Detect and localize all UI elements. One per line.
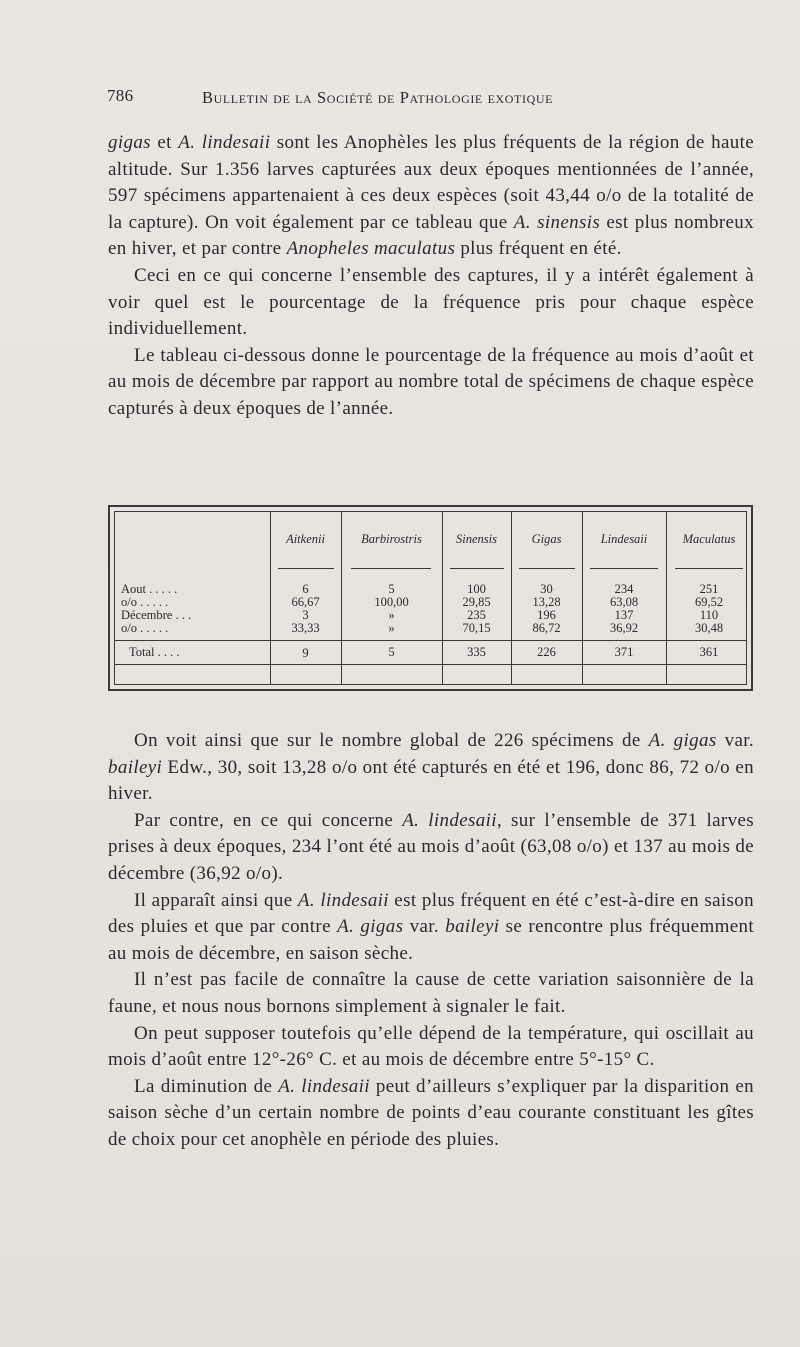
text-run: plus fréquent en été. [455, 238, 622, 260]
table-cell: 100,00 [374, 595, 409, 609]
frequency-table [108, 505, 753, 691]
column-header: Maculatus [682, 532, 736, 546]
text-run: La diminution de [134, 1075, 279, 1097]
paragraph: On peut supposer toutefois qu’elle dépend de la température, qui oscillait au mois d’août entre 12°-26° C. et au mois de décembre entre 5°-15° C. [108, 1022, 754, 1071]
species-name: A. lindesaii [297, 889, 389, 911]
body-text-bottom [108, 728, 754, 1154]
total-cell: 5 [388, 645, 395, 659]
body-text-top [108, 130, 754, 423]
column-header: Lindesaii [600, 532, 648, 546]
species-name: baileyi [108, 756, 163, 778]
header-rule [278, 568, 334, 569]
species-name: A. lindesaii [278, 1075, 370, 1097]
total-cell: 9 [302, 646, 309, 660]
table-cell: 70,15 [462, 621, 491, 635]
header-rule [450, 568, 504, 569]
text-run: Il apparaît ainsi que [134, 889, 298, 911]
species-name: A. sinensis [513, 211, 601, 233]
species-name: gigas [108, 132, 151, 153]
column-header: Gigas [531, 532, 562, 546]
table-cell: 86,72 [532, 621, 561, 635]
row-label: Décembre . . . [121, 608, 192, 622]
column-header: Barbirostris [361, 532, 422, 546]
table-cell: » [388, 621, 395, 635]
table-cell: 5 [388, 582, 395, 596]
table-cell: 196 [537, 608, 556, 622]
header-rule [351, 568, 431, 569]
paragraph [108, 1074, 754, 1154]
text-run: et [150, 132, 179, 153]
running-title: Bulletin de la Société de Pathologie exotique [202, 88, 554, 107]
header-rule [675, 568, 743, 569]
row-label: o/o . . . . . [121, 621, 169, 635]
table-cell: 235 [467, 608, 486, 622]
column-header: Aitkenii [286, 532, 325, 546]
page-number: 786 [107, 86, 134, 105]
table-cell: 36,92 [609, 621, 639, 635]
totals-rule [115, 640, 746, 641]
table-cell: 30,48 [694, 621, 724, 635]
text-run: peut d’ailleurs s’expliquer par la disparition en saison sèche d’un certain nombre de points d’eau courante constituant les gîtes de choix pour cet anophèle en période des pluies. [108, 1075, 754, 1150]
species-name: Anopheles maculatus [286, 238, 456, 260]
paragraph [108, 130, 754, 263]
paragraph: Ceci en ce qui concerne l’ensemble des captures, il y a intérêt également à voir quel est le pourcentage de la fréquence pris pour chaque espèce individuellement. [108, 264, 754, 340]
column-header: Sinensis [456, 532, 497, 546]
table-cell: 251 [699, 582, 719, 596]
text-run: On voit ainsi que sur le nombre global de 226 spécimens de [134, 730, 649, 751]
table-cell: 6 [302, 582, 309, 596]
total-cell: 335 [467, 645, 486, 659]
table-cell: 100 [467, 582, 486, 596]
header-rule [590, 568, 658, 569]
table-cell: 234 [614, 582, 634, 596]
text-run: est plus nombreux en hiver, et par contre [108, 211, 754, 260]
table-bottom-rule [115, 664, 746, 665]
table-cell: 66,67 [291, 595, 320, 609]
text-run: se rencontre plus fréquemment au mois de décembre, en saison sèche. [108, 916, 754, 964]
table-cell: 63,08 [609, 595, 639, 609]
paragraph [108, 728, 754, 808]
paragraph [108, 888, 754, 968]
text-run: var. [716, 730, 754, 751]
table-cell: 33,33 [291, 621, 320, 635]
text-run: est plus fréquent en été c’est-à-dire en saison des pluies et que par contre [108, 889, 755, 938]
table-cell: 137 [614, 608, 634, 622]
text-run: Par contre, en ce qui concerne [134, 809, 403, 831]
paragraph [108, 808, 754, 888]
paragraph: Il n’est pas facile de connaître la cause de cette variation saisonnière de la faune, et nous nous bornons simplement à signaler le fait. [108, 969, 754, 1017]
table-cell: 30 [540, 582, 553, 596]
table-frame [114, 511, 747, 685]
species-name: baileyi [445, 916, 500, 938]
table-cell: 69,52 [694, 595, 724, 609]
species-name: A. lindesaii, [402, 809, 502, 831]
species-name: A. gigas [337, 916, 404, 938]
text-run: Edw., 30, soit 13,28 o/o ont été capturés en été et 196, donc 86, 72 o/o en hiver. [108, 756, 754, 805]
row-label: Total . . . . [129, 645, 180, 659]
total-cell: 361 [699, 645, 719, 659]
table-cell: 13,28 [532, 595, 561, 609]
table-cell: 110 [699, 608, 719, 622]
header-rule [519, 568, 575, 569]
table-cell: » [388, 608, 395, 622]
table-cell: 3 [302, 608, 309, 622]
row-label: Aout . . . . . [121, 582, 178, 596]
text-run: sont les Anophèles les plus fréquents de la région de haute altitude. Sur 1.356 larves capturées aux deux époques mentionnées de l’année, 597 spécimens appartenaient à ces deux espèces (soit 43,44 o/o de la totalité de la capture). On voit également par ce tableau que [108, 132, 754, 233]
text-run: sur l’ensemble de 371 larves prises à deux époques, 234 l’ont été au mois d’août (63,08 o/o) et 137 au mois de décembre (36,92 o/o). [108, 809, 754, 884]
table-body [115, 512, 746, 684]
species-name: A. lindesaii [178, 132, 271, 153]
paragraph: Le tableau ci-dessous donne le pourcentage de la fréquence au mois d’août et au mois de décembre par rapport au nombre total de spécimens de chaque espèce capturés à deux époques de l’année. [108, 344, 754, 419]
table-cell: 29,85 [462, 595, 491, 609]
total-cell: 371 [614, 645, 634, 659]
total-cell: 226 [537, 645, 556, 659]
row-label: o/o . . . . . [121, 595, 169, 609]
text-run: var. [403, 916, 446, 938]
species-name: A. gigas [648, 730, 717, 751]
